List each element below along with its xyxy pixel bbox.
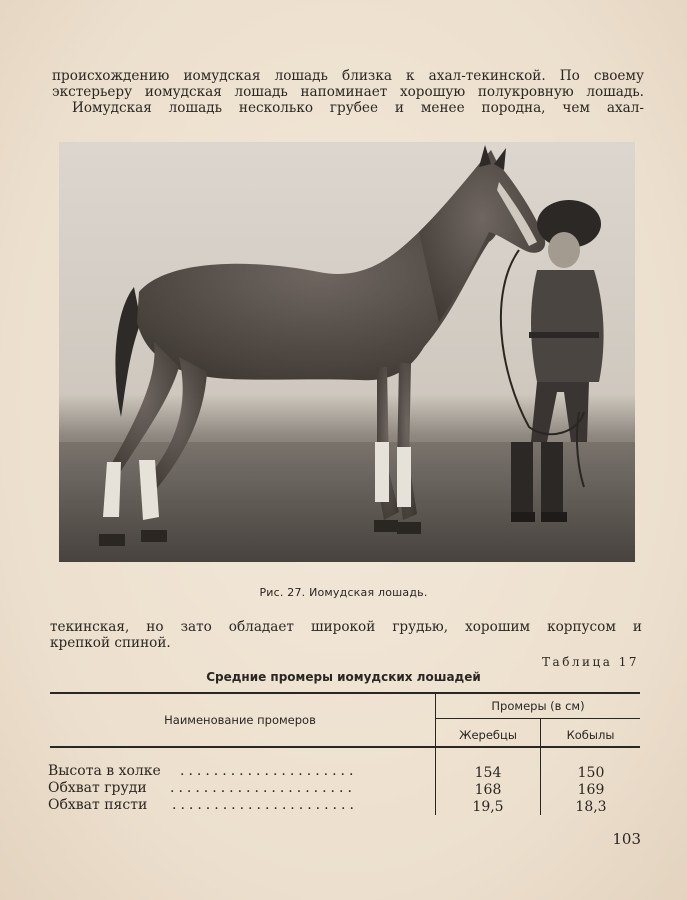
text-line: Иомудская лошадь несколько грубее и менее породна, чем ахал- <box>72 100 644 116</box>
table-title: Средние промеры иомудских лошадей <box>206 670 481 684</box>
value-stallions: 19,5 <box>472 799 504 815</box>
body-text-bottom <box>50 619 642 651</box>
value-stallions: 154 <box>474 765 502 781</box>
header-mares: Кобылы <box>566 728 615 742</box>
table-header-rule <box>50 746 640 748</box>
table-group-rule <box>436 718 640 719</box>
value-mares: 169 <box>577 782 605 798</box>
figure-caption: Рис. 27. Иомудская лошадь. <box>259 586 428 599</box>
row-name: Высота в холке <box>48 763 161 779</box>
text-line: текинская, но зато обладает широкой грудью, хорошим корпусом и <box>50 619 642 635</box>
page-number: 103 <box>612 830 641 848</box>
header-stallions: Жеребцы <box>459 728 517 742</box>
value-mares: 18,3 <box>575 799 607 815</box>
text-line: крепкой спиной. <box>50 635 171 651</box>
value-stallions: 168 <box>474 782 502 798</box>
text-line: экстерьеру иомудская лошадь напоминает хорошую полукровную лошадь. <box>52 84 644 100</box>
header-name: Наименование промеров <box>164 713 316 727</box>
leader-dots: ..................... <box>180 763 358 779</box>
table-number: Таблица 17 <box>542 655 639 669</box>
leader-dots: ...................... <box>172 797 358 813</box>
row-name: Обхват груди <box>48 780 147 796</box>
leader-dots: ...................... <box>170 780 356 796</box>
text-line: происхождению иомудская лошадь близка к ахал-текинской. По своему <box>52 68 644 84</box>
body-text-top <box>52 68 644 116</box>
row-name: Обхват пясти <box>48 797 148 813</box>
horse-photo <box>59 142 635 562</box>
value-mares: 150 <box>577 765 605 781</box>
table-top-rule <box>50 692 640 694</box>
header-group: Промеры (в см) <box>491 699 585 713</box>
